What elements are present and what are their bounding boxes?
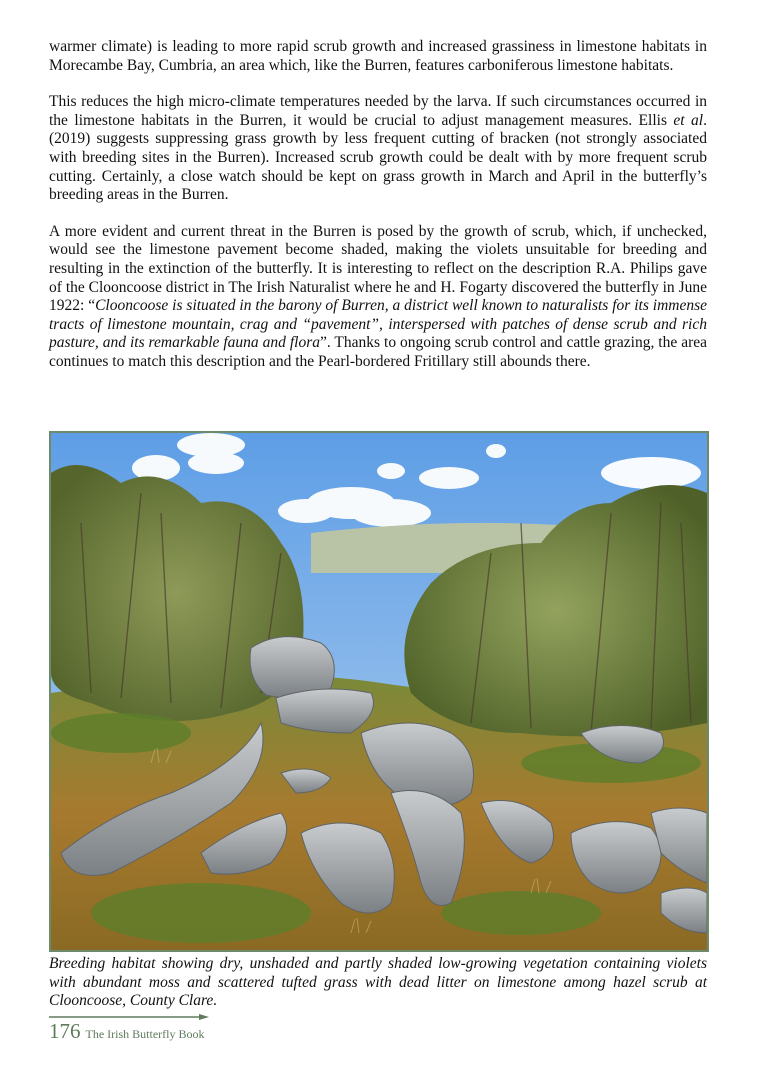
paragraph-2: This reduces the high micro-climate temperatures needed by the larva. If such circumstances occurred in the limestone habitats in the Burren, it would be crucial to adjust management measures. Ellis et al. (2019) suggests suppressing grass growth by less frequent cutting of bracken (not strongly associated with breeding sites in the Burren). Increased scrub growth could be dealt with by more frequent scrub cutting. Certainly, a close watch should be kept on grass growth in March and April in the butterfly’s breeding areas in the Burren. [49, 93, 707, 204]
page-text [49, 38, 707, 390]
habitat-photo [49, 431, 709, 952]
paragraph-1: warmer climate) is leading to more rapid scrub growth and increased grassiness in limestone habitats in Morecambe Bay, Cumbria, an area which, like the Burren, features carboniferous limestone habitats. [49, 38, 707, 74]
book-title: The Irish Butterfly Book [85, 1027, 205, 1041]
photo-caption: Breeding habitat showing dry, unshaded and partly shaded low-growing vegetation containing violets with abundant moss and scattered tufted grass with dead litter on limestone among hazel scrub at Clooncoose, County Clare. [49, 955, 707, 1010]
paragraph-3: A more evident and current threat in the Burren is posed by the growth of scrub, which, if unchecked, would see the limestone pavement become shaded, making the violets unsuitable for breeding and resulting in the extinction of the butterfly. It is interesting to reflect on the description R.A. Philips gave of the Clooncoose district in The Irish Naturalist where he and H. Fogarty discovered the butterfly in June 1922: “Clooncoose is situated in the barony of Burren, a district well known to naturalists for its immense tracts of limestone mountain, crag and “pavement”, interspersed with patches of dense scrub and rich pasture, and its remarkable fauna and flora”. Thanks to ongoing scrub control and cattle grazing, the area continues to match this description and the Pearl-bordered Fritillary still abounds there. [49, 222, 707, 370]
page-number: 176 [49, 1019, 81, 1043]
page-footer [49, 1019, 204, 1044]
